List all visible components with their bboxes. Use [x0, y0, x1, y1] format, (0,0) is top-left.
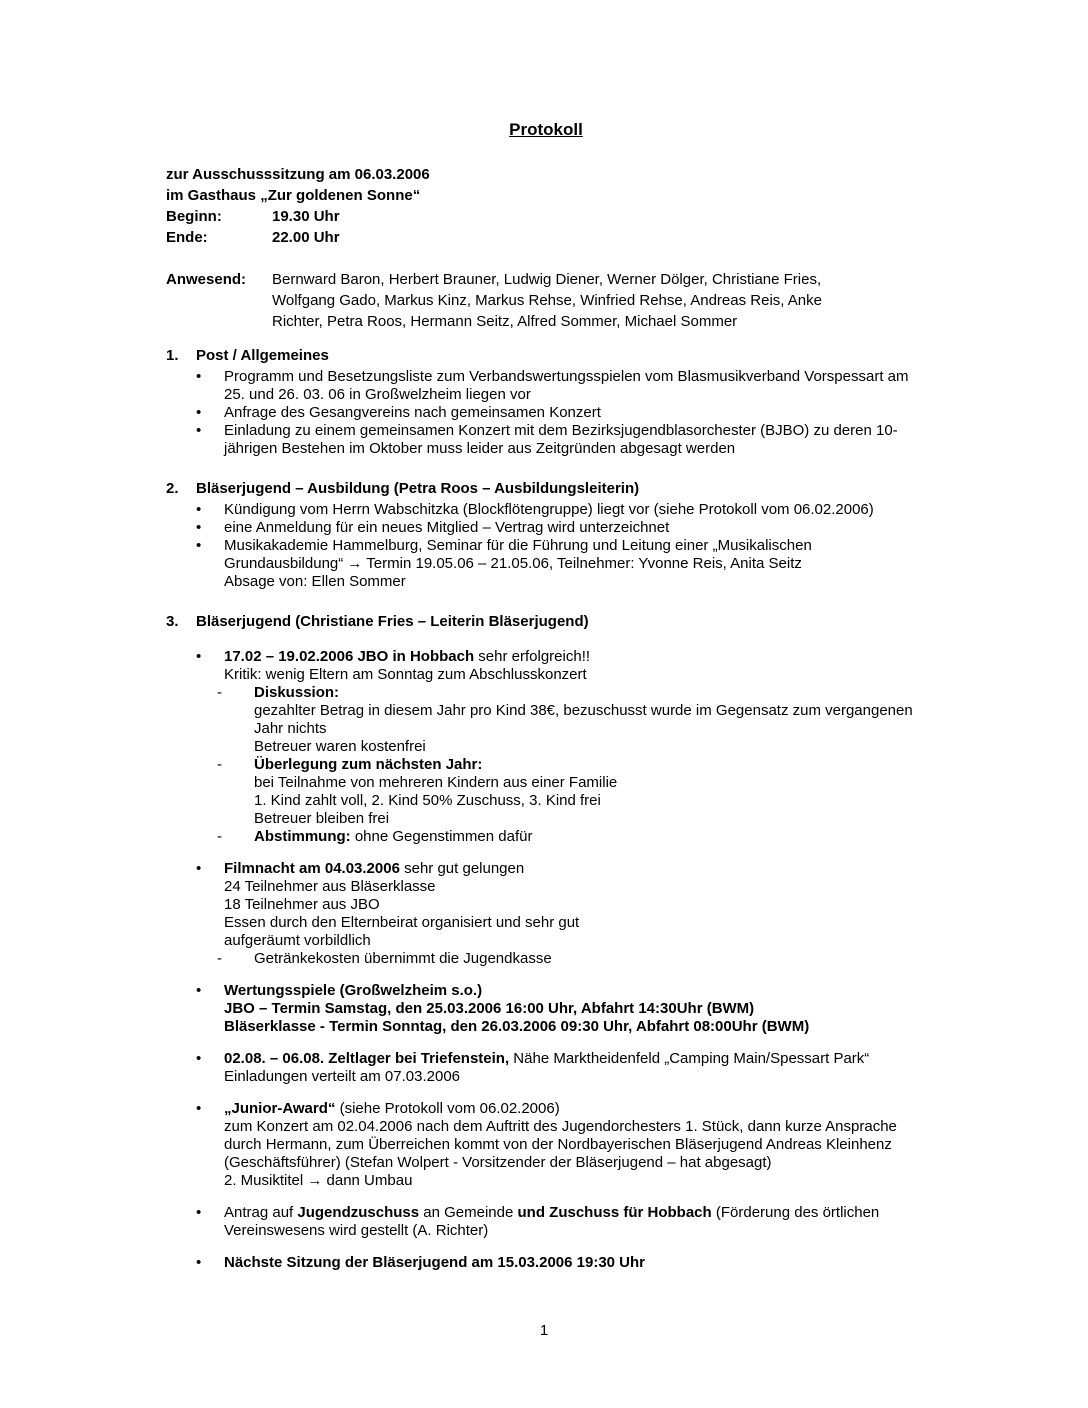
sub-item [166, 828, 926, 846]
start-label: Beginn: [166, 208, 222, 225]
section-number: 1. [166, 347, 179, 364]
text-run: Einladungen verteilt am 07.03.2006 [224, 1068, 461, 1085]
text-run: Musikakademie Hammelburg, Seminar für die Führung und Leitung einer „Musikalischen [224, 537, 812, 554]
text-run: 25. und 26. 03. 06 in Großwelzheim liegen vor [224, 386, 531, 403]
bullet-item [166, 1100, 926, 1190]
item-lines [224, 1254, 926, 1272]
meeting-end-row [166, 227, 926, 248]
bullet-item [166, 519, 926, 537]
section-heading [166, 347, 926, 365]
bullet-item [166, 1254, 926, 1272]
bullet-icon: • [196, 1254, 202, 1271]
item-lines [224, 422, 926, 458]
text-line [224, 1154, 926, 1172]
bullet-icon: • [196, 422, 202, 439]
bullet-icon: • [196, 519, 202, 536]
bullet-item [166, 1204, 926, 1240]
bullet-item [166, 982, 926, 1036]
bullet-item [166, 422, 926, 458]
text-line [254, 702, 926, 720]
meeting-start-row [166, 206, 926, 227]
text-run: Kündigung vom Herrn Wabschitzka (Blockflötengruppe) liegt vor (siehe Protokoll vom 06.02.2006) [224, 501, 874, 518]
text-line [254, 684, 926, 702]
bullet-icon: • [196, 860, 202, 877]
text-run: Wertungsspiele (Großwelzheim s.o.) [224, 982, 483, 999]
text-line [224, 1068, 926, 1086]
text-run: 2. Musiktitel → dann Umbau [224, 1172, 413, 1189]
spacer [166, 846, 926, 860]
sub-item [166, 684, 926, 756]
text-line [224, 1050, 926, 1068]
text-run: Getränkekosten übernimmt die Jugendkasse [254, 950, 552, 967]
text-run: sehr gut gelungen [399, 860, 525, 877]
attendees-label: Anwesend: [166, 271, 247, 288]
dash-icon: - [217, 756, 222, 773]
item-lines [254, 684, 926, 756]
page-number: 1 [539, 1322, 549, 1339]
text-line [224, 1254, 926, 1272]
section [166, 347, 926, 458]
bullet-icon: • [196, 1204, 202, 1221]
attendee-line: Richter, Petra Roos, Hermann Seitz, Alfred Sommer, Michael Sommer [272, 313, 738, 330]
meeting-header [166, 164, 926, 248]
text-line [254, 774, 926, 792]
bullet-icon: • [196, 368, 202, 385]
text-line [224, 440, 926, 458]
text-line [224, 1136, 926, 1154]
text-run: Nähe Marktheidenfeld „Camping Main/Spessart Park“ [509, 1050, 870, 1067]
text-line [254, 720, 926, 738]
text-run: zum Konzert am 02.04.2006 nach dem Auftritt des Jugendorchesters 1. Stück, dann kurze Ansprache [224, 1118, 897, 1135]
start-value: 19.30 Uhr [272, 208, 340, 225]
text-line [224, 519, 926, 537]
text-run: Diskussion: [254, 684, 340, 701]
section-title: Bläserjugend (Christiane Fries – Leiterin Bläserjugend) [196, 613, 589, 630]
text-run: Programm und Besetzungsliste zum Verbandswertungsspielen vom Blasmusikverband Vorspessart am [224, 368, 909, 385]
text-line [224, 1222, 926, 1240]
text-run: und Zuschuss für Hobbach [517, 1204, 712, 1221]
item-lines [254, 828, 926, 846]
text-run: Abstimmung: [254, 828, 351, 845]
text-line [224, 648, 926, 666]
end-label: Ende: [166, 229, 208, 246]
text-run: Bläserklasse - Termin Sonntag, den 26.03.2006 09:30 Uhr, Abfahrt 08:00Uhr (BWM) [224, 1018, 810, 1035]
bullet-icon: • [196, 501, 202, 518]
text-run: (siehe Protokoll vom 06.02.2006) [335, 1100, 560, 1117]
text-line [224, 1118, 926, 1136]
item-lines [254, 756, 926, 828]
text-line [224, 501, 926, 519]
bullet-item [166, 368, 926, 404]
text-run: aufgeräumt vorbildlich [224, 932, 371, 949]
item-lines [224, 519, 926, 537]
text-line [224, 555, 926, 573]
text-run: 17.02 – 19.02.2006 JBO in Hobbach [224, 648, 475, 665]
text-run: Jugendzuschuss [297, 1204, 420, 1221]
item-lines [224, 982, 926, 1036]
section [166, 480, 926, 591]
section-heading [166, 480, 926, 498]
bullet-item [166, 501, 926, 519]
text-run: Einladung zu einem gemeinsamen Konzert mit dem Bezirksjugendblasorchester (BJBO) zu deren 10- [224, 422, 898, 439]
spacer [166, 1240, 926, 1254]
item-lines [224, 648, 926, 684]
text-run: an Gemeinde [419, 1204, 518, 1221]
text-line [224, 1018, 926, 1036]
text-run: sehr erfolgreich!! [474, 648, 591, 665]
document-title [166, 0, 926, 140]
text-run: Absage von: Ellen Sommer [224, 573, 406, 590]
item-lines [224, 1050, 926, 1086]
text-run: Jahr nichts [254, 720, 327, 737]
item-lines [224, 860, 926, 950]
section [166, 613, 926, 1272]
document-title-text: Protokoll [509, 120, 583, 139]
spacer [166, 968, 926, 982]
item-lines [224, 368, 926, 404]
meeting-subject-line: zur Ausschusssitzung am 06.03.2006 [166, 166, 430, 183]
spacer [166, 634, 926, 648]
text-line [224, 1100, 926, 1118]
text-line [224, 878, 926, 896]
bullet-item [166, 404, 926, 422]
text-run: 02.08. – 06.08. Zeltlager bei Triefenstein, [224, 1050, 510, 1067]
bullet-item [166, 537, 926, 591]
text-run: Anfrage des Gesangvereins nach gemeinsamen Konzert [224, 404, 601, 421]
item-lines [224, 501, 926, 519]
text-run: Betreuer waren kostenfrei [254, 738, 426, 755]
text-run: jährigen Bestehen im Oktober muss leider aus Zeitgründen abgesagt werden [224, 440, 736, 457]
text-line [254, 738, 926, 756]
item-lines [224, 1100, 926, 1190]
text-run: JBO – Termin Samstag, den 25.03.2006 16:00 Uhr, Abfahrt 14:30Uhr (BWM) [224, 1000, 755, 1017]
dash-icon: - [217, 684, 222, 701]
text-line [254, 792, 926, 810]
text-run: Kritik: wenig Eltern am Sonntag zum Abschlusskonzert [224, 666, 587, 683]
meeting-location-line: im Gasthaus „Zur goldenen Sonne“ [166, 187, 421, 204]
section-number: 3. [166, 613, 179, 630]
text-line [224, 386, 926, 404]
bullet-item [166, 1050, 926, 1086]
text-run: (Förderung des örtlichen [711, 1204, 880, 1221]
section-number: 2. [166, 480, 179, 497]
text-run: (Geschäftsführer) (Stefan Wolpert - Vorsitzender der Bläserjugend – hat abgesagt) [224, 1154, 772, 1171]
text-run: ohne Gegenstimmen dafür [350, 828, 533, 845]
dash-icon: - [217, 950, 222, 967]
text-line [224, 666, 926, 684]
item-lines [224, 404, 926, 422]
text-line [254, 828, 926, 846]
spacer [166, 1036, 926, 1050]
bullet-icon: • [196, 648, 202, 665]
section-title: Bläserjugend – Ausbildung (Petra Roos – Ausbildungsleiterin) [196, 480, 640, 497]
bullet-icon: • [196, 1050, 202, 1067]
spacer [166, 1190, 926, 1204]
text-run: Nächste Sitzung der Bläserjugend am 15.03.2006 19:30 Uhr [224, 1254, 646, 1271]
text-line [224, 422, 926, 440]
text-run: Vereinswesens wird gestellt (A. Richter) [224, 1222, 489, 1239]
text-line [254, 756, 926, 774]
end-value: 22.00 Uhr [272, 229, 340, 246]
text-run: „Junior-Award“ [224, 1100, 336, 1117]
text-run: Antrag auf [224, 1204, 298, 1221]
sub-item [166, 756, 926, 828]
text-run: Grundausbildung“ → Termin 19.05.06 – 21.05.06, Teilnehmer: Yvonne Reis, Anita Seitz [224, 555, 802, 572]
text-line [224, 1000, 926, 1018]
item-lines [224, 1204, 926, 1240]
text-line [224, 573, 926, 591]
text-line [254, 810, 926, 828]
bullet-icon: • [196, 1100, 202, 1117]
text-run: 1. Kind zahlt voll, 2. Kind 50% Zuschuss, 3. Kind frei [254, 792, 601, 809]
text-run: gezahlter Betrag in diesem Jahr pro Kind 38€, bezuschusst wurde im Gegensatz zum vergangenen [254, 702, 913, 719]
text-run: Überlegung zum nächsten Jahr: [254, 756, 483, 773]
bullet-item [166, 648, 926, 684]
dash-icon: - [217, 828, 222, 845]
text-line [224, 1204, 926, 1222]
item-lines [254, 950, 926, 968]
section-title: Post / Allgemeines [196, 347, 329, 364]
text-run: durch Hermann, zum Überreichen kommt von der Nordbayerischen Bläserjugend Andreas Kleinhenz [224, 1136, 892, 1153]
text-line [224, 404, 926, 422]
attendee-line: Wolfgang Gado, Markus Kinz, Markus Rehse, Winfried Rehse, Andreas Reis, Anke [272, 292, 822, 309]
attendees-block [166, 269, 926, 332]
text-run: Filmnacht am 04.03.2006 [224, 860, 400, 877]
text-run: 18 Teilnehmer aus JBO [224, 896, 380, 913]
item-lines [224, 537, 926, 591]
sub-item [166, 950, 926, 968]
text-run: eine Anmeldung für ein neues Mitglied – Vertrag wird unterzeichnet [224, 519, 670, 536]
sections-container [166, 347, 926, 1272]
text-line [224, 537, 926, 555]
attendee-line: Bernward Baron, Herbert Brauner, Ludwig Diener, Werner Dölger, Christiane Fries, [272, 271, 822, 288]
text-line [224, 914, 926, 932]
text-run: bei Teilnahme von mehreren Kindern aus einer Familie [254, 774, 618, 791]
text-run: Betreuer bleiben frei [254, 810, 390, 827]
text-line [224, 896, 926, 914]
attendees-list [272, 269, 822, 332]
bullet-icon: • [196, 404, 202, 421]
text-line [224, 1172, 926, 1190]
spacer [166, 1086, 926, 1100]
document-content [166, 0, 926, 1272]
bullet-item [166, 860, 926, 950]
bullet-icon: • [196, 982, 202, 999]
text-run: 24 Teilnehmer aus Bläserklasse [224, 878, 436, 895]
text-line [224, 982, 926, 1000]
text-line [254, 950, 926, 968]
bullet-icon: • [196, 537, 202, 554]
text-line [224, 932, 926, 950]
text-line [224, 368, 926, 386]
text-line [224, 860, 926, 878]
section-heading [166, 613, 926, 631]
text-run: Essen durch den Elternbeirat organisiert und sehr gut [224, 914, 580, 931]
